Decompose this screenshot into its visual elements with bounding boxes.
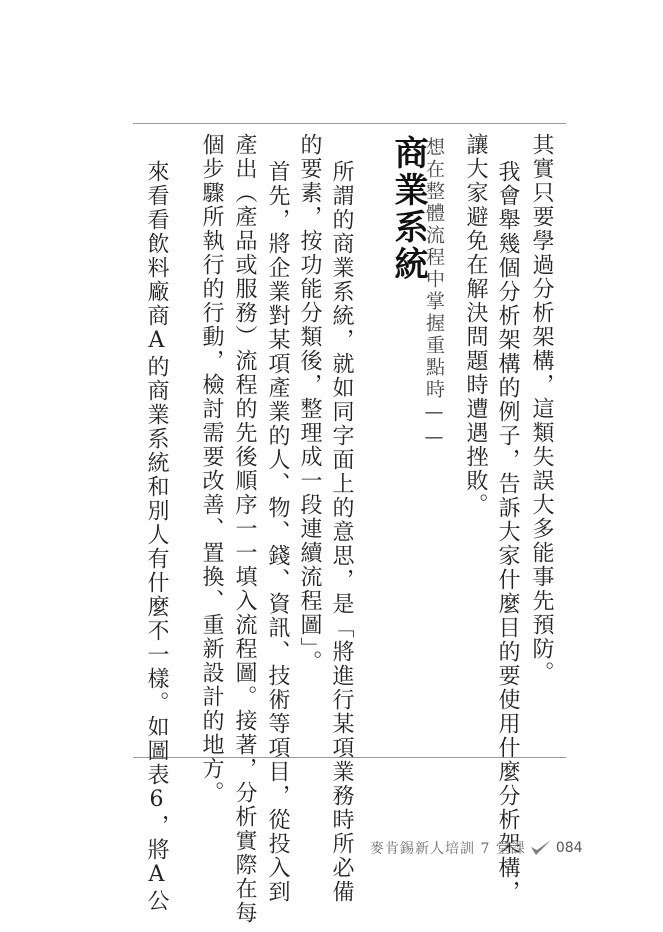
section-heading: 商業系統 — [388, 135, 428, 283]
body-column-2: 我會舉幾個分析架構的例子，告訴大家什麼目的要使用什麼分析架構， — [495, 160, 520, 904]
body-column-1: 其實只要學過分析架構，這類失誤大多能事先預防。 — [529, 133, 554, 685]
section-subheading: 想在整體流程中掌握重點時—— — [423, 137, 445, 451]
book-title: 麥肯錫新人培訓 7 堂課 — [370, 841, 526, 857]
body-column-6: 首先，將企業對某項產業的人、物、錢、資訊、技術等項目，從投入到 — [265, 160, 290, 904]
page-footer — [370, 838, 583, 858]
body-column-9: 來看看飲料廠商A的商業系統和別人有什麼不一樣。如圖表6，將A公 — [144, 160, 169, 913]
body-column-4: 所謂的商業系統，就如同字面上的意思，是「將進行某項業務時所必備 — [329, 160, 354, 904]
top-rule — [133, 123, 566, 124]
checkmark-icon — [530, 839, 552, 857]
page-number: 084 — [555, 840, 583, 856]
body-column-7: 產出（產品或服務）流程的先後順序一一填入流程圖。接著，分析實際在每 — [232, 133, 257, 925]
body-column-8: 個步驟所執行的行動，檢討需要改善、置換、重新設計的地方。 — [199, 133, 224, 805]
body-column-3: 讓大家避免在解決問題時遭遇挫敗。 — [463, 133, 488, 517]
body-column-5: 的要素，按功能分類後，整理成一段連續流程圖」。 — [297, 133, 322, 674]
